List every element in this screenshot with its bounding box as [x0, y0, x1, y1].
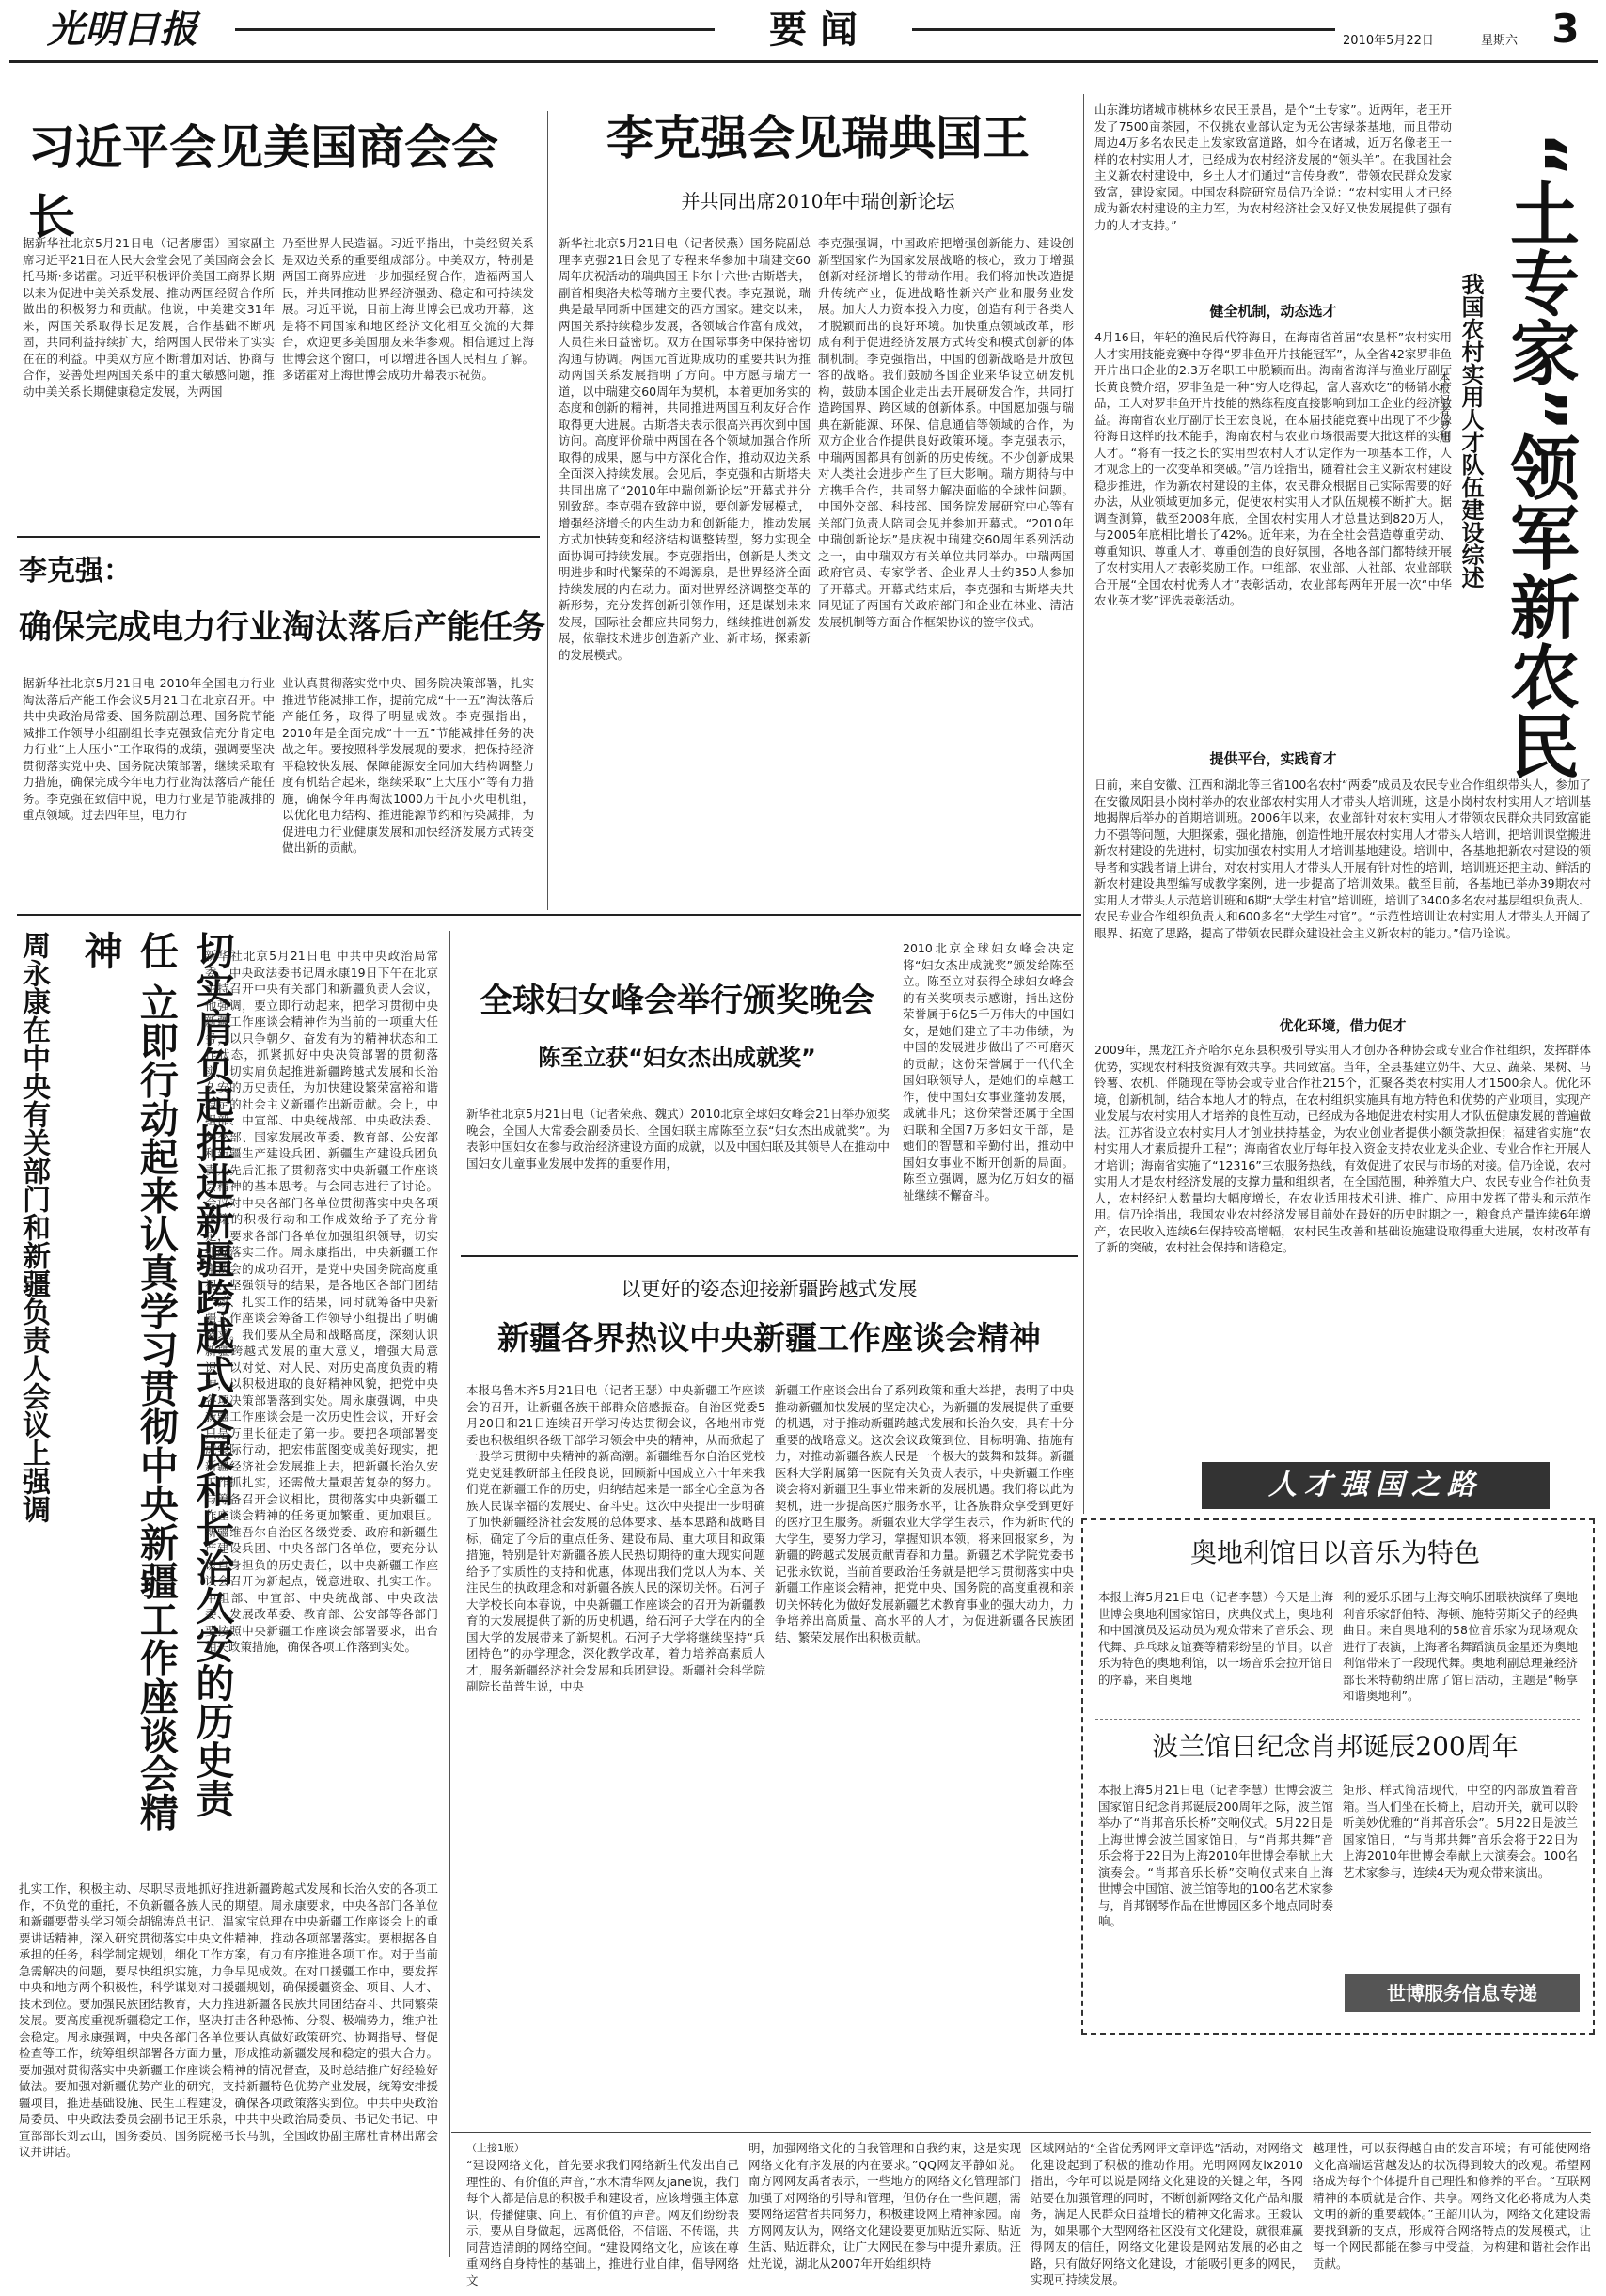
li-sweden-column-2: 李克强强调，中国政府把增强创新能力、建设创新型国家作为国家发展战略的核心，致力于增强创新对经济增长的带动作用。我们将加快改造提升传统产业，促进战略性新兴产业和服务业发展。加大人力资本投入力度，创造有利于各类人才脱颖而出的良好环境。加快重点领域改革，形成有利于促进经济发展方式转变和模式创新的体制机制。李克强指出，中国的创新战略是开放包容的战略。我们鼓励各国企业来华设立研发机构，鼓励本国企业走出去开展研发合作，共同打造跨国界、跨区域的创新体系。中国愿加强与瑞典在新能源、环保、信息通信等领域的合作，为双方企业合作提供良好政策环境。李克强表示，中瑞两国都具有创新的历史传统。不少创新成果对人类社会进步产生了巨大影响。瑞方期待与中方携手合作，共同努力解决面临的全球性问题。中国外交部、科技部、国务院发展研究中心等有关部门负责人陪同会见并参加开幕式。“2010年中瑞创新论坛”是庆祝中瑞建交60周年系列活动之一，由中瑞双方有关单位共同举办。中瑞两国政府官员、专家学者、企业界人士约350人参加了开幕式。开幕式结束后，李克强和古斯塔夫共同见证了两国有关政府部门和企业在林业、清洁发展机制等方面合作框架协议的签字仪式。 [818, 236, 1074, 629]
zhou-headline-left [19, 931, 70, 1871]
women-bottom-rule [461, 1255, 1078, 1257]
li-power-column-1: 据新华社北京5月21日电 2010年全国电力行业淘汰落后产能工作会议5月21日在北京召开。中共中央政治局常委、国务院副总理、国务院节能减排工作领导小组副组长李克强致信充分肯定电力行业“上大压小”工作取得的成绩，强调要坚决贯彻落实党中央、国务院决策部署，继续采取有力措施，确保完成今年电力行业淘汰落后产能任务。李克强在致信中说，电力行业是节能减排的重点领域。过去四年里，电力行 [23, 676, 275, 822]
expo-service-tag [1345, 1974, 1580, 2012]
farmers-heading-2: 提供平台，实践育才 [1209, 750, 1337, 767]
bottom-story-rule [451, 2132, 1591, 2133]
farmers-intro: 山东潍坊诸城市桃林乡农民王景昌，是个“土专家”。近两年，老王开发了7500亩茶园，不仅挑农业部认定为无公害绿茶基地，而且带动周边4万多名农民走上发家致富道路，如今在诸城，近万名像老王一样的农村实用人才，已经成为农村经济发展的“领头羊”。在我国社会主义新农村建设中，乡土人才们通过“言传身教”，带领农民群众发家致富，建设家园。中国农科院研究员信乃诠说：“农村实用人才已经成为新农村建设的主力军，为农村经济社会又好又快发展提供了强有力的人才支持。” [1094, 102, 1452, 232]
women-column-2: 2010北京全球妇女峰会决定将“妇女杰出成就奖”颁发给陈至立。陈至立对获得全球妇女峰会的有关奖项表示感谢，指出这份荣誉属于6亿5千万伟大的中国妇女，是她们建立了丰功伟绩，为中国的发展进步做出了不可磨灭的贡献；这份荣誉属于一代代全国妇联领导人，是她们的卓越工作，使中国妇女事业蓬勃发展，成就非凡；这份荣誉还属于全国妇联和全国7万多妇女干部，是她们的智慧和辛勤付出，推动中国妇女事业不断开创新的局面。陈至立强调，愿为亿万妇女的福祉继续不懈奋斗。 [903, 941, 1074, 1203]
zhou-headline-left-text: 周永康在中央有关部门和新疆负责人会议上强调 [17, 931, 50, 1523]
women-headline: 全球妇女峰会举行颁奖晚会 [479, 983, 874, 1020]
column-divider-top-left [547, 111, 548, 910]
column-divider-right [1083, 94, 1084, 1514]
li-power-kicker: 李克强： [19, 555, 132, 588]
li-sweden-subtitle: 并共同出席2010年中瑞创新论坛 [681, 190, 955, 212]
li-power-column-2: 业认真贯彻落实党中央、国务院决策部署，扎实推进节能减排工作，提前完成“十一五”淘汰落后产能任务，取得了明显成效。李克强指出，2010年是全面完成“十一五”节能减排任务的决战之年。要按照科学发展观的要求，把保持经济平稳较快发展、保障能源安全同加大结构调整力度有机结合起来，继续采取“上大压小”等有力措施，确保今年再淘汰1000万千瓦小火电机组，以优化电力结构、推进能源节约和污染减排，为促进电力行业健康发展和加快经济发展方式转变做出新的贡献。 [282, 676, 534, 855]
farmers-heading-3: 优化环境，借力促才 [1279, 1017, 1407, 1034]
expo-divider [1095, 1719, 1580, 1720]
xinjiang-kicker: 以更好的姿态迎接新疆跨越式发展 [621, 1278, 918, 1300]
section-title: 要 闻 [769, 8, 858, 52]
xi-bottom-rule [17, 536, 540, 538]
paper-logo: 光明日报 [47, 8, 197, 52]
li-sweden-headline: 李克强会见瑞典国王 [606, 111, 1030, 165]
austria-headline: 奥地利馆日以音乐为特色 [1189, 1537, 1480, 1568]
poland-column-2: 矩形、样式简洁现代，中空的内部放置着音箱。当人们坐在长椅上，启动开关，就可以聆听美妙优雅的“肖邦音乐会”。5月22日是波兰国家馆日，“与肖邦共舞”音乐会将于22日为上海2010年世博会奉献上大演奏会。100名艺术家参与，连续4天为观众带来演出。 [1343, 1783, 1579, 1879]
zhou-column-bottom: 扎实工作，积极主动、尽职尽责地抓好推进新疆跨越式发展和长治久安的各项工作，不负党的重托，不负新疆各族人民的期望。周永康要求，中央各部门各单位和新疆要带头学习领会胡锦涛总书记、温家宝总理在中央新疆工作座谈会上的重要讲话精神，深入研究贯彻落实中央文件精神，推动各项部署落实。要根据各自承担的任务，科学制定规划，细化工作方案，有力有序推进各项工作。对于当前急需解决的问题，要尽快组织实施，力争早见成效。在对口援疆工作中，要发挥中央和地方两个积极性，科学谋划对口援疆规划，确保援疆资金、项目、人才、技术到位。要加强民族团结教育，大力推进新疆各民族共同团结奋斗、共同繁荣发展。要高度重视新疆稳定工作，坚决打击各种恐怖、分裂、极端势力，维护社会稳定。周永康强调，中央各部门各单位要认真做好政策研究、协调指导、督促检查等工作，统筹组织部署各方面力量，形成推动新疆发展和稳定的强大合力。要加强对贯彻落实中央新疆工作座谈会精神的情况督查，及时总结推广好经验好做法。要加强对新疆优势产业的研究，支持新疆特色优势产业发展，统筹安排援疆项目，推进基础设施、民生工程建设，确保各项政策落实到位。中共中央政治局委员、中央政法委员会副书记王乐泉，中共中央政治局委员、书记处书记、中宣部部长刘云山，国务委员、国务院秘书长马凯，全国政协副主席杜青林出席会议并讲话。 [19, 1881, 438, 2159]
bottom-column-3: 区域网站的“全省优秀网评文章评选”活动，对网络文化建设起到了积极的推动作用。光明网网友lx2010指出，今年可以说是网络文化建设的关键之年，各网站要在加强管理的同时，不断创新网络文化产品和服务，满足人民群众日益增长的精神文化需求。王毅认为，如果哪个大型网络社区没有文化建设，就很难赢得网友的信任，网络文化建设是网站发展的必由之路，只有做好网络文化建设，才能吸引更多的网民，实现可持续发展。 [1031, 2141, 1303, 2287]
austria-column-2: 利的爱乐乐团与上海交响乐团联袂演绎了奥地利音乐家舒伯特、海顿、施特劳斯父子的经典曲目。来自奥地利的58位音乐家为现场观众进行了表演，上海著名舞蹈演员金星还为奥地利馆带来了一段现代舞。奥地利副总理兼经济部长米特勒纳出席了馆日活动，主题是“畅享和谐奥地利”。 [1343, 1590, 1579, 1703]
women-subtitle: 陈至立获“妇女杰出成就奖” [538, 1045, 816, 1071]
xi-column-2: 乃至世界人民造福。习近平指出，中美经贸关系是双边关系的重要组成部分。中美双方，特别是两国工商界应进一步加强经贸合作，造福两国人民，并共同推动世界经济强劲、稳定和可持续发展。习近平说，目前上海世博会已成功开幕，这是将不同国家和地区经济文化相互交流的大舞台，欢迎更多美国朋友来华参观。相信通过上海世博会这个窗口，可以增进各国人民相互了解。多诺霍对上海世博会成功开幕表示祝贺。 [282, 236, 534, 382]
li-sweden-column-1: 新华社北京5月21日电（记者侯燕）国务院副总理李克强21日会见了专程来华参加中瑞建交60周年庆祝活动的瑞典国王卡尔十六世·古斯塔夫，副首相奥洛夫松等瑞方主要代表。李克强说，瑞典是最早同新中国建交的西方国家。建交以来，两国关系持续稳步发展，各领域合作富有成效，人员往来日益密切。双方在国际事务中保持密切沟通与协调。两国元首近期成功的重要共识为推动两国关系发展指明了方向。中方愿与瑞方一道，以中瑞建交60周年为契机，本着更加务实的态度和创新的精神，共同推进两国互利友好合作取得更大进展。古斯塔夫表示很高兴再次到中国访问。高度评价瑞中两国在各个领域加强合作所取得的成果，愿与中方深化合作，推动双边关系全面深入持续发展。会见后，李克强和古斯塔夫共同出席了“2010年中瑞创新论坛”开幕式并分别致辞。李克强在致辞中说，要创新发展模式，增强经济增长的内生动力和创新能力，推动发展方式加快转变和经济结构调整转型，努力实现全面协调可持续发展。李克强指出，创新是人类文明进步和时代繁荣的不竭源泉，是世界经济全面持续发展的内在动力。面对世界经济调整变革的新形势，充分发挥创新引领作用，还是谋划未来发展，国际社会都应共同努力，继续推进创新发展，依靠技术进步创造新产业、新市场，探索新的发展模式。 [559, 236, 811, 662]
farmers-byline-text: 本报记者 罗旭 [1438, 371, 1451, 443]
bottom-column-1: “建设网络文化，首先要求我们网络新生代发出自己理性的、有价值的声音，”水木清华网友jane说，我们每个人都是信息的积极手和建设者，应该增强主体意识，传播健康、向上、有价值的声音。网友们纷纷表示，要从自身做起，远离低俗，不信谣、不传谣，共同营造清朗的网络空间。“建设网络文化，应该在尊重网络自身特性的基础上，推进行业自律，倡导网络文 [466, 2158, 739, 2288]
bottom-column-4: 越理性，可以获得越自由的发言环境；有可能使网络文化高端运营越发达的状况得到较大的改观。希望网络成为每个个体提升自己理性和修养的平台。“互联网精神的本质就是合作、共享。网络文化必将成为人类文明的新的重要载体。”王韶川认为，网络文化建设需要找到新的支点，形成符合网络特点的发展模式，让每一个网民都能在参与中受益，为构建和谐社会作出贡献。 [1313, 2141, 1591, 2271]
xinjiang-column-2: 新疆工作座谈会出台了系列政策和重大举措，表明了中央推动新疆加快发展的坚定决心，为新疆的发展提供了重要的机遇，对于推动新疆跨越式发展和长治久安，具有十分重要的战略意义。这次会议政策到位、目标明确、措施有力，对推动新疆各族人民是一个极大的鼓舞和鼓舞。新疆医科大学附属第一医院有关负责人表示，中央新疆工作座谈会将对新疆卫生事业带来新的发展机遇。我们将以此为契机，进一步提高医疗服务水平，让各族群众享受到更好的医疗卫生服务。新疆农业大学学生表示，作为新时代的大学生，要努力学习，掌握知识本领，将来回报家乡，为新疆的跨越式发展贡献青春和力量。新疆艺术学院党委书记张永钦说，当前首要政治任务就是把学习贯彻落实中央新疆工作座谈会精神，把党中央、国务院的高度重视和亲切关怀转化为做好发展新疆艺术教育事业的强大动力，力争培养出高质量、高水平的人才，为促进新疆各民族团结、繁荣发展作出积极贡献。 [775, 1383, 1074, 1644]
expo-service-tag-text: 世博服务信息专递 [1387, 1982, 1537, 2005]
column-divider-middle [449, 931, 450, 2257]
bottom-column-2: 明，加强网络文化的自我管理和自我约束，这是实现网络文化有序发展的内在要求。”QQ网友平静如说。南方网网友禹者表示，一些地方的网络文化管理部门加强了对网络的引导和管理，但仍存在一些问题，需要网络运营者共同努力，积极建设网上精神家园。南方网网友认为，网络文化建设要更加贴近实际、贴近生活、贴近群众，让广大网民在参与中提升素质。汪灶光说，湖北从2007年开始组织特 [748, 2141, 1021, 2271]
bottom-continued-label: （上接1版） [466, 2142, 525, 2154]
farmers-section-1: 4月16日，年轻的渔民后代符海日，在海南省首届“农垦杯”农村实用人才实用技能竞赛中夺得“罗非鱼开片技能冠军”，从全省42家罗非鱼开片出口企业的2.3万名职工中脱颖而出。海南省海洋与渔业厅副厅长黄良赞介绍，罗非鱼是一种“穷人吃得起，富人喜欢吃”的畅销水产品，工人对罗非鱼开片技能的熟练程度直接影响到加工企业的经济效益。海南省农业厅副厅长王宏良说，在本届技能竞赛中出现了不少像符海日这样的技术能手，海南农村与农业市场很需要大批这样的实用人才。“将有一技之长的实用型农村人才认定作为一项基本工作，人才观念上的一次变革和突破。”信乃诠指出，随着社会主义新农村建设稳步推进，作为新农村建设的主体，农民群众根据自己实际需要的好办法，从业领域更加多元，促使农村实用人才队伍规模不断扩大。据调查测算，截至2008年底，全国农村实用人才总量达到820万人，与2005年底相比增长了42%。近年来，为在全社会营造尊重劳动、尊重知识、尊重人才、尊重创造的良好氛围，各地各部门都特续开展了农村实用人才表彰奖励工作。中组部、农业部、人社部、农业部联合开展“全国农村优秀人才”表彰活动，农业部每两年开展一次“中华农业英才奖”评选表彰活动。 [1094, 330, 1452, 607]
women-column-1: 新华社北京5月21日电（记者荣燕、魏武）2010北京全球妇女峰会21日举办颁奖晚会，全国人大常委会副委员长、全国妇联主席陈至立获“妇女杰出成就奖”。为表彰中国妇女在参与政治经济建设方面的成就，以及中国妇联及其领导人在推动中国妇女儿童事业发展中发挥的重要作用， [466, 1107, 890, 1171]
farmers-subtitle [1459, 273, 1497, 668]
farmers-headline-text: “土专家”领军新农民 [1499, 132, 1580, 780]
issue-date: 2010年5月22日 [1343, 34, 1434, 48]
top-stories-bottom-rule [17, 914, 1081, 916]
li-power-headline: 确保完成电力行业淘汰落后产能任务 [19, 609, 546, 647]
masthead-rule-bottom [9, 60, 1598, 63]
issue-weekday: 星期六 [1481, 34, 1519, 48]
zhou-headline-right-text: 切实肩负起推进新疆跨越式发展和长治久安的历史责任 立即行动起来认真学习贯彻中央新疆工作座谈会精神 [77, 931, 235, 1832]
xinjiang-column-1: 本报乌鲁木齐5月21日电（记者王瑟）中央新疆工作座谈会的召开，让新疆各族干部群众倍感振奋。自治区党委5月20日和21日连续召开学习传达贯彻会议，各地州市党委也积极组织各级干部学习领会中央的精神，从而掀起了一股学习贯彻中央精神的新高潮。新疆维吾尔自治区党校党史党建教研部主任段良说，回顾新中国成立六十年来我们党在新疆工作的历史，归纳结起来是一部全心全意为各族人民谋幸福的发展史、奋斗史。这次中央提出一步明确了加快新疆经济社会发展的总体要求、基本思路和战略目标，确定了今后的重点任务、建设布局、重大项目和政策措施，特别是针对新疆各族人民热切期待的重大现实问题给予了实质性的支持和优惠，体现出我们党以人为本、关注民生的执政理念和对新疆各族人民的深切关怀。石河子大学校长向本春说，中央新疆工作座谈会的召开为新疆教育的大发展提供了新的历史机遇，给石河子大学在内的全国大学的发展带来了新契机。石河子大学将继续坚持“兵团特色”的办学理念，深化教学改革，着力培养高素质人才，服务新疆经济社会发展和兵团建设。新疆社会科学院副院长苗普生说，中央 [466, 1383, 765, 1693]
austria-column-1: 本报上海5月21日电（记者李慧）今天是上海世博会奥地利国家馆日，庆典仪式上，奥地利和中国演员及运动员为观众带来了音乐会、现代舞、乒乓球友谊赛等精彩纷呈的节目。以音乐为特色的奥地利馆，以一场音乐会拉开馆日的序幕，来自奥地 [1098, 1590, 1334, 1687]
zhou-column-top: 新华社北京5月21日电 中共中央政治局常委、中央政法委书记周永康19日下午在北京主持召开中央有关部门和新疆负责人会议，他强调，要立即行动起来，把学习贯彻中央新疆工作座谈会精神作为当前的一项重大任务，以只争朝夕、奋发有为的精神状态和工作状态，抓紧抓好中央决策部署的贯彻落实，切实肩负起推进新疆跨越式发展和长治久安的历史责任，为加快建设繁荣富裕和谐稳定的社会主义新疆作出新贡献。会上，中组部、中宣部、中央统战部、中央政法委、外交部、国家发展改革委、教育部、公安部和新疆生产建设兵团、新疆生产建设兵团负责人先后汇报了贯彻落实中央新疆工作座谈会精神的基本思考。与会同志进行了讨论。会议对中央各部门各单位贯彻落实中央各项决策的积极行动和工作成效给予了充分肯定，要求各部门各单位加强组织领导，切实抓好落实工作。周永康指出，中央新疆工作座谈会的成功召开，是党中央国务院高度重视、坚强领导的结果，是各地区各部门团结一致、扎实工作的结果，同时就筹备中央新疆工作座谈会筹备工作领导小组提出了明确要求。我们要从全局和战略高度，深刻认识新疆跨越式发展的重大意义，增强大局意识，以对党、对人民、对历史高度负责的精神，以积极进取的良好精神风貌，把党中央各项决策部署落到实处。周永康强调，中央新疆工作座谈会是一次历史性会议，开好会只是万里长征走了第一步。要把各项部署变成实际行动，把宏伟蓝图变成美好现实，把新疆经济社会发展推上去，把新疆长治久安工作抓扎实，还需做大量艰苦复杂的努力。与筹备召开会议相比，贯彻落实中央新疆工作座谈会精神的任务更加繁重、更加艰巨。新疆维吾尔自治区各级党委、政府和新疆生产建设兵团、中央各部门各单位，要充分认识自身担负的历史责任，以中央新疆工作座谈会召开为新起点，锐意进取、扎实工作。中组部、中宣部、中央统战部、中央政法委、发展改革委、教育部、公安部等各部门要按照中央新疆工作座谈会部署要求，出台相关政策措施，确保各项工作落到实处。 [205, 949, 438, 1654]
zhou-headline-right [71, 931, 235, 1871]
farmers-section-3: 2009年，黑龙江齐齐哈尔克东县积极引导实用人才创办各种协会或专业合作社组织，发挥群体优势，实现农村科技资源有效共享。共同致富。当年，全县基建立奶牛、大豆、蔬菜、果树、马铃薯、农机、伴随现在等协会或专业合作社215个，汇聚各类农村实用人才1500余人。优化环境，创新机制，结合本地人才的特点，在农村组织实施具有地方特色和优势的产业项目，实现产业发展与农村实用人才培养的良性互动，已经成为各地促进农村实用人才队伍健康发展的普遍做法。江苏省设立农村实用人才创业扶持基金，为农业创业者提供小额贷款担保；福建省实施“农村实用人才素质提升工程”；海南省农业厅每年投入资金支持农业龙头企业、专业合作社开展人才培训；海南省实施了“12316”三农服务热线，有效促进了农民与市场的对接。信乃诠说，农村实用人才是农村经济发展的支撑力量和组织者，在全国范围，种养殖大户、农民专业合作社负责人，农村经纪人数量均大幅度增长，在农业适用技术引进、推广、应用中发挥了带头和示范作用。信乃诠指出，我国农业农村经济发展目前处在最好的历史时期之一，粮食总产量连续6年增产，农民收入连续6年保持较高增幅，农村民生改善和基础设施建设取得重大进展，农村改革有了新的突破，农村社会保持和谐稳定。 [1094, 1043, 1591, 1254]
farmers-headline [1499, 132, 1589, 790]
poland-column-1: 本报上海5月21日电（记者李慧）世博会波兰国家馆日纪念肖邦诞辰200周年之际，波兰馆举办了“肖邦音乐长桥”交响仪式。5月22日是上海世博会波兰国家馆日，与“肖邦共舞”音乐会将于22日为上海2010年世博会奉献上大演奏会。“肖邦音乐长桥”交响仪式来自上海世博会中国馆、波兰馆等地的100名艺术家参与，肖邦钢琴作品在世博园区多个地点同时奏响。 [1098, 1783, 1334, 1928]
farmers-subtitle-text: 我国农村实用人才队伍建设综述 [1457, 273, 1484, 589]
farmers-banner-text: 人才强国之路 [1268, 1469, 1483, 1502]
masthead-rule-left [235, 28, 715, 31]
farmers-banner [1202, 1462, 1550, 1509]
farmers-heading-1: 健全机制，动态选才 [1209, 303, 1337, 320]
xi-headline: 习近平会见美国商会会长 [28, 120, 498, 244]
farmers-section-2: 日前，来自安徽、江西和湖北等三省100名农村“两委”成员及农民专业合作组织带头人，参加了在安徽凤阳县小岗村举办的农业部农村实用人才带头人培训班，这是小岗村农村实用人才培训基地揭牌后举办的首期培训班。2006年以来，农业部针对农村实用人才带领农民群众共同致富能力不强等问题，大胆探索，强化措施，创造性地开展农村实用人才带头人培训，把培训课堂搬进新农村建设的先进村，切实加强农村实用人才培训基地建设。培训中，各基地把新农村建设的领导者和实践者请上讲台，对农村实用人才带头人开展有针对性的培训，培训班还把主动、鲜活的新农村建设典型编写成教学案例，进一步提高了培训效果。截至目前，各基地已举办39期农村实用人才带头人示范培训班和6期“大学生村官”培训班，培训了3400多名农村基层组织负责人、农民专业合作组织负责人和600多名“大学生村官”。“示范性培训让农村实用人才带头人开阔了眼界、拓宽了思路，提高了带领农民群众建设社会主义新农村的能力。”信乃诠说。 [1094, 778, 1591, 940]
xi-column-1: 据新华社北京5月21日电（记者廖雷）国家副主席习近平21日在人民大会堂会见了美国商会会长托马斯·多诺霍。习近平积极评价美国工商界长期以来为促进中美关系发展、推动两国经贸合作所做出的积极努力和贡献。他说，中美建交31年来，两国关系取得长足发展，合作基础不断巩固，共同利益持续扩大，给两国人民带来了实实在在的利益。中美双方应不断增加对话、协商与合作，妥善处理两国关系中的重大敏感问题，推动中美关系长期健康稳定发展，为两国 [23, 236, 275, 399]
masthead [0, 0, 1606, 66]
poland-headline: 波兰馆日纪念肖邦诞辰200周年 [1152, 1731, 1519, 1762]
xinjiang-headline: 新疆各界热议中央新疆工作座谈会精神 [497, 1320, 1041, 1358]
masthead-rule-right [912, 28, 1335, 31]
page-number: 3 [1551, 6, 1580, 52]
